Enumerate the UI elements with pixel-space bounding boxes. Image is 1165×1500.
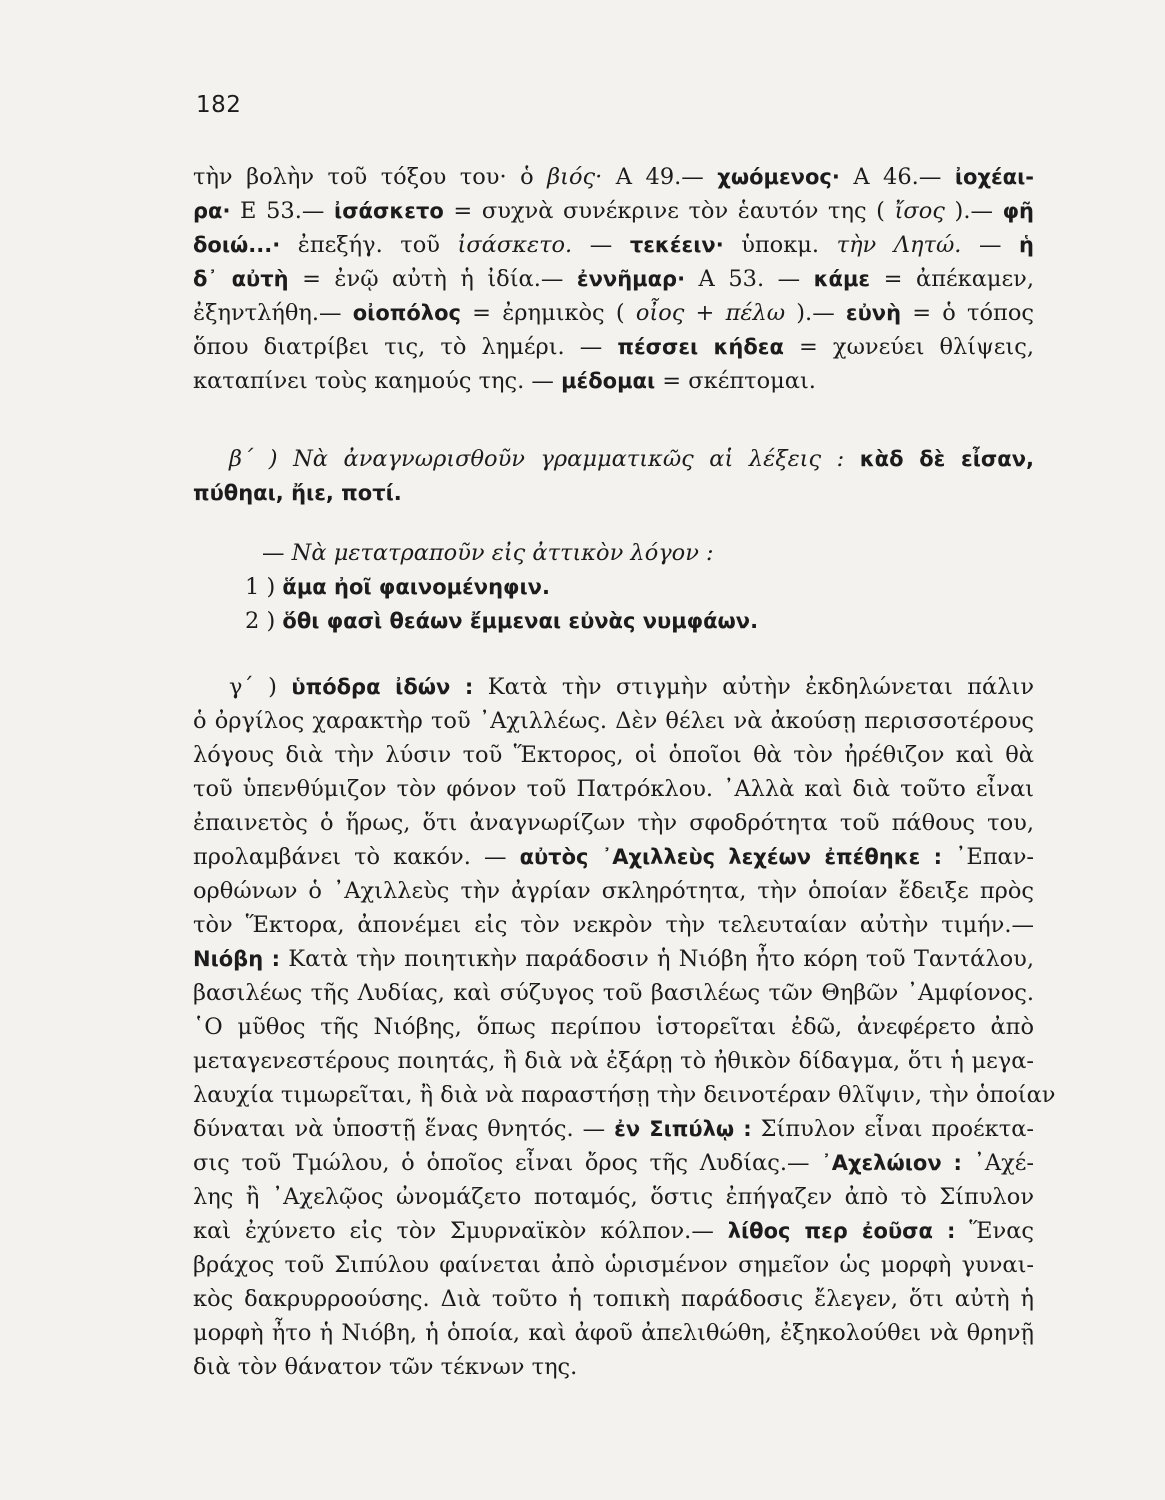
lemma-term: ὑπόδρα ἰδών : [291,675,474,699]
lemma-term: μέδομαι [561,369,656,393]
lemma-term: κάμε [813,267,871,291]
text-line: ορθώνων ὁ ᾿Αχιλλεὺς τὴν ἀγρίαν σκληρότητα, τὴν ὁποίαν ἔδειξε πρὸς [193,878,1034,904]
lemma-term: φῆ [1002,199,1034,223]
italic-text: ἰσάσκετο. [457,232,573,258]
text-line: λόγους διὰ τὴν λύσιν τοῦ Ἕκτορος, οἱ ὁποῖοι θὰ τὸν ἠρέθιζον καὶ θὰ [193,742,1034,768]
lemma-term: πέσσει κήδεα [617,335,784,359]
text-line: τοῦ ὑπενθύμιζον τὸν φόνον τοῦ Πατρόκλου. ᾿Αλλὰ καὶ διὰ τοῦτο εἶναι [193,776,1034,802]
lemma-term: ἰσάσκετο [334,199,444,223]
text-line: ἐπαινετὸς ὁ ἥρως, ὅτι ἀναγνωρίζων τὴν σφοδρότητα τοῦ πάθους του, [193,810,1034,836]
italic-text: οἶος + πέλω [635,300,786,326]
text-line: 2 ) ὅθι φασὶ θεάων ἔμμεναι εὐνὰς νυμφάων. [245,608,759,634]
page-number: 182 [196,92,242,118]
text-line: καταπίνει τοὺς καημούς της. — μέδομαι = σκέπτομαι. [193,368,816,394]
text-line: λαυχία τιμωρεῖται, ἢ διὰ νὰ παραστήσῃ τὴν δεινοτέραν θλῖψιν, τὴν ὁποίαν [193,1082,1056,1108]
lemma-term: ἡ [1019,233,1034,257]
lemma-term: ὅθι φασὶ θεάων ἔμμεναι εὐνὰς νυμφάων. [282,609,759,633]
text-line [229,442,1034,476]
lemma-term: δοιώ...· [193,233,281,257]
text-line: ὁ ὀργίλος χαρακτὴρ τοῦ ᾿Αχιλλέως. Δὲν θέλει νὰ ἀκούσῃ περισσοτέρους [193,708,1034,734]
lemma-term: οἰοπόλος [352,301,461,325]
text-line: διὰ τὸν θάνατον τῶν τέκνων της. [193,1354,578,1380]
italic-text: τὴν Λητώ. [836,232,962,258]
text-line: βράχος τοῦ Σιπύλου φαίνεται ἀπὸ ὡρισμένον σημεῖον ὡς μορφὴ γυναι- [193,1252,1034,1278]
text-line: βασιλέως τῆς Λυδίας, καὶ σύζυγος τοῦ βασιλέως τῶν Θηβῶν ᾿Αμφίονος. [193,980,1034,1006]
text-line: δ᾽ αὐτὴ = ἐνῷ αὐτὴ ἡ ἰδία.— ἐννῆμαρ· Α 53. — κάμε = ἀπέκαμεν, [193,266,1035,292]
text-line: ῾Ο μῦθος τῆς Νιόβης, ὅπως περίπου ἱστορεῖται ἐδῶ, ἀνεφέρετο ἀπὸ [193,1014,1034,1040]
text-line: ἐξηντλήθη.— οἰοπόλος = ἐρημικὸς ( οἶος + πέλω ).— εὐνὴ = ὁ τόπος [193,300,1034,326]
lemma-term: ρα· [193,199,231,223]
text-line: Νιόβη : Κατὰ τὴν ποιητικὴν παράδοσιν ἡ Νιόβη ἦτο κόρη τοῦ Ταντάλου, [193,946,1034,972]
text-line: σις τοῦ Τμώλου, ὁ ὁποῖος εἶναι ὄρος τῆς Λυδίας.— ᾿Αχελώιον : ᾿Αχέ- [193,1150,1035,1176]
lemma-term: αὐτὸς ᾿Αχιλλεὺς λεχέων ἐπέθηκε : [519,845,942,869]
text-line: καὶ ἐχύνετο εἰς τὸν Σμυρναϊκὸν κόλπον.— λίθος περ ἐοῦσα : Ἕνας [193,1218,1034,1244]
italic-text: ἴσος [894,198,945,224]
lemma-term: κὰδ δὲ εἶσαν, [859,447,1034,471]
text-line: δοιώ...· ἐπεξήγ. τοῦ ἰσάσκετο. — τεκέειν· ὑποκμ. τὴν Λητώ. — ἡ [193,232,1034,258]
italic-text: β´ ) Νὰ ἀναγνωρισθοῦν γραμματικῶς αἱ λέξεις : [229,446,845,472]
text-line: γ´ ) ὑπόδρα ἰδών : Κατὰ τὴν στιγμὴν αὐτὴν ἐκδηλώνεται πάλιν [229,674,1035,700]
lemma-term: Νιόβη : [193,947,280,971]
lemma-term: πύθηαι, ἤιε, ποτί. [193,481,402,505]
lemma-term: τεκέειν· [629,233,724,257]
lemma-term: ἅμα ἠοῖ φαινομένηφιν. [282,575,550,599]
lemma-term: ᾿Αχελώιον : [821,1151,962,1175]
italic-text: Νὰ μετατραποῦν εἰς ἀττικὸν λόγον : [291,540,714,566]
lemma-term: χωόμενος· [717,165,840,189]
text-line: προλαμβάνει τὸ κακόν. — αὐτὸς ᾿Αχιλλεὺς λεχέων ἐπέθηκε : ᾿Επαν- [193,844,1035,870]
text-line: λης ἢ ᾿Αχελῷος ὠνομάζετο ποταμός, ὅστις ἐπήγαζεν ἀπὸ τὸ Σίπυλον [193,1184,1034,1210]
italic-text: βιός· [547,164,603,190]
lemma-term: εὐνὴ [845,301,902,325]
text-line: δύναται νὰ ὑποστῇ ἕνας θνητός. — ἐν Σιπύλῳ : Σίπυλον εἶναι προέκτα- [193,1116,1034,1142]
lemma-term: ἐν Σιπύλῳ : [614,1117,752,1141]
text-line: — Νὰ μετατραποῦν εἰς ἀττικὸν λόγον : [262,540,714,566]
text-line: ὅπου διατρίβει τις, τὸ λημέρι. — πέσσει κήδεα = χωνεύει θλίψεις, [193,334,1034,360]
lemma-term: ἰοχέαι- [954,165,1034,189]
lemma-term: λίθος περ ἐοῦσα : [727,1219,956,1243]
text-line: 1 ) ἅμα ἠοῖ φαινομένηφιν. [245,574,550,600]
text-line: μορφὴ ἦτο ἡ Νιόβη, ἡ ὁποία, καὶ ἀφοῦ ἀπελιθώθη, ἐξηκολούθει νὰ θρηνῇ [193,1320,1034,1346]
text-line [193,476,1034,510]
text-line: κὸς δακρυρροούσης. Διὰ τοῦτο ἡ τοπικὴ παράδοσις ἔλεγεν, ὅτι αὐτὴ ἡ [193,1286,1034,1312]
lemma-term: ἐννῆμαρ· [576,267,686,291]
text-line: τὴν βολὴν τοῦ τόξου του· ὁ βιός· Α 49.— χωόμενος· Α 46.— ἰοχέαι- [193,164,1034,190]
text-line: μεταγενεστέρους ποιητάς, ἢ διὰ νὰ ἐξάρῃ τὸ ἠθικὸν δίδαγμα, ὅτι ἡ μεγα- [193,1048,1034,1074]
lemma-term: δ᾽ αὐτὴ [193,267,289,291]
text-line: ρα· Ε 53.— ἰσάσκετο = συχνὰ συνέκρινε τὸν ἑαυτόν της ( ἴσος ).— φῆ [193,198,1034,224]
text-line: τὸν Ἕκτορα, ἀπονέμει εἰς τὸν νεκρὸν τὴν τελευταίαν αὐτὴν τιμήν.— [193,912,1034,938]
